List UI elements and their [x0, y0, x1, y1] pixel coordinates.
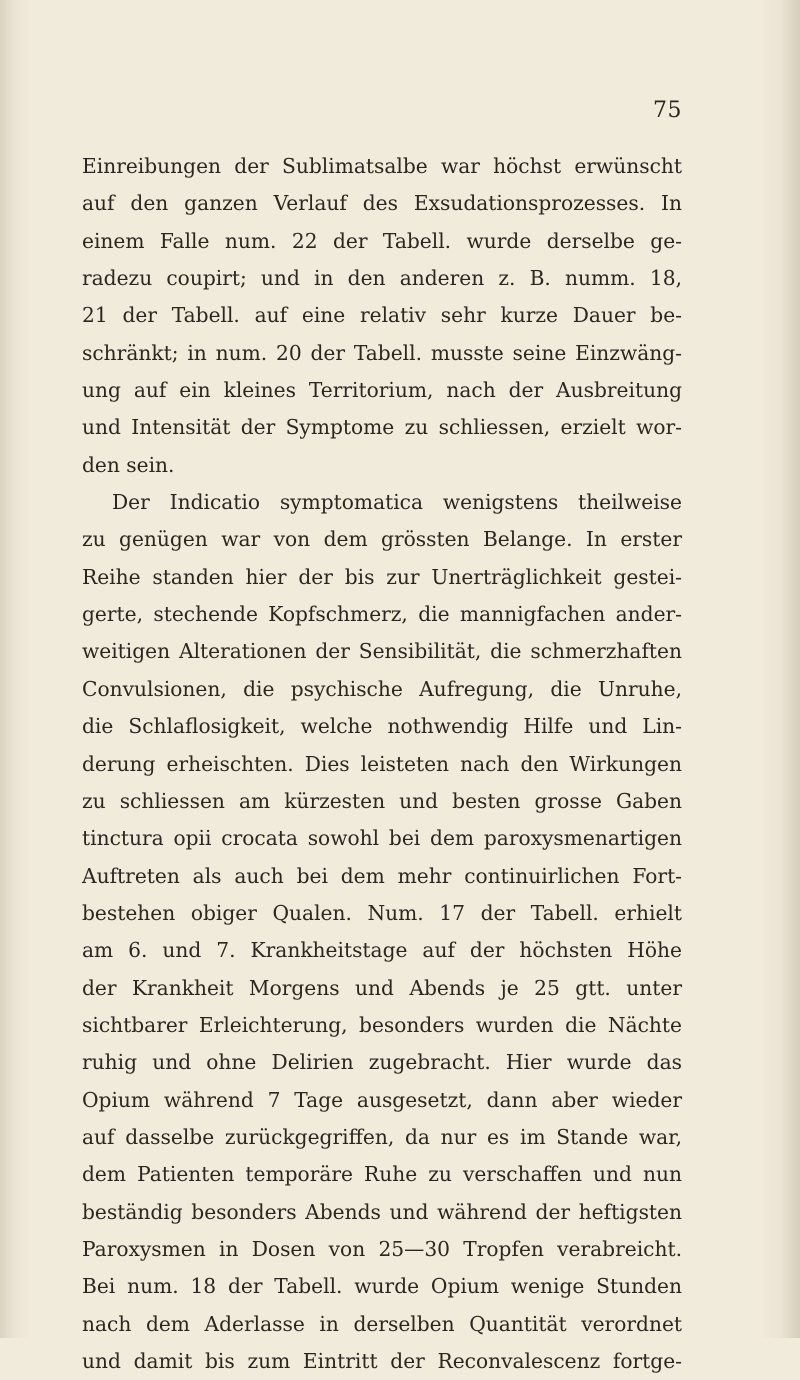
text-line: und Intensität der Symptome zu schliessen, erzielt wor-: [82, 415, 682, 440]
text-line: Der Indicatio symptomatica wenigstens theilweise: [112, 490, 682, 515]
text-line: die Schlaflosigkeit, welche nothwendig Hilfe und Lin-: [82, 714, 682, 739]
text-line: Auftreten als auch bei dem mehr continuirlichen Fort-: [82, 863, 682, 888]
text-line: den sein.: [82, 452, 175, 477]
text-line: Bei num. 18 der Tabell. wurde Opium wenige Stunden: [82, 1274, 682, 1299]
text-line: einem Falle num. 22 der Tabell. wurde derselbe ge-: [82, 228, 682, 253]
text-line: beständig besonders Abends und während der heftigsten: [82, 1199, 682, 1224]
text-line: schränkt; in num. 20 der Tabell. musste seine Einzwäng-: [82, 340, 682, 365]
page-number: 75: [653, 98, 682, 123]
text-line: sichtbarer Erleichterung, besonders wurden die Nächte: [82, 1012, 682, 1037]
text-line: weitigen Alterationen der Sensibilität, die schmerzhaften: [82, 639, 682, 664]
text-line: und damit bis zum Eintritt der Reconvalescenz fortge-: [82, 1349, 682, 1373]
text-line: ung auf ein kleines Territorium, nach der Ausbreitung: [82, 378, 682, 403]
body-text: [82, 148, 682, 1380]
text-line: zu genügen war von dem grössten Belange. In erster: [82, 527, 682, 552]
text-line: Paroxysmen in Dosen von 25—30 Tropfen verabreicht.: [82, 1236, 682, 1261]
text-line: dem Patienten temporäre Ruhe zu verschaffen und nun: [82, 1162, 682, 1187]
text-line: Convulsionen, die psychische Aufregung, die Unruhe,: [82, 676, 682, 701]
text-line: auf den ganzen Verlauf des Exsudationsprozesses. In: [82, 191, 682, 216]
text-line: 21 der Tabell. auf eine relativ sehr kurze Dauer be-: [82, 303, 682, 328]
text-line: am 6. und 7. Krankheitstage auf der höchsten Höhe: [82, 938, 682, 963]
text-line: Opium während 7 Tage ausgesetzt, dann aber wieder: [82, 1087, 682, 1112]
text-line: derung erheischten. Dies leisteten nach den Wirkungen: [82, 751, 682, 776]
text-line: nach dem Aderlasse in derselben Quantität verordnet: [82, 1311, 682, 1336]
text-line: bestehen obiger Qualen. Num. 17 der Tabell. erhielt: [82, 900, 682, 925]
text-line: zu schliessen am kürzesten und besten grosse Gaben: [82, 788, 682, 813]
text-line: gerte, stechende Kopfschmerz, die mannigfachen ander-: [82, 602, 682, 627]
text-line: tinctura opii crocata sowohl bei dem paroxysmenartigen: [82, 826, 682, 851]
text-line: der Krankheit Morgens und Abends je 25 gtt. unter: [82, 975, 682, 1000]
text-line: Einreibungen der Sublimatsalbe war höchst erwünscht: [82, 154, 682, 178]
text-line: Reihe standen hier der bis zur Unerträglichkeit gestei-: [82, 564, 682, 589]
text-line: ruhig und ohne Delirien zugebracht. Hier wurde das: [82, 1050, 682, 1075]
text-line: auf dasselbe zurückgegriffen, da nur es im Stande war,: [82, 1124, 682, 1149]
text-line: radezu coupirt; und in den anderen z. B. numm. 18,: [82, 266, 682, 291]
